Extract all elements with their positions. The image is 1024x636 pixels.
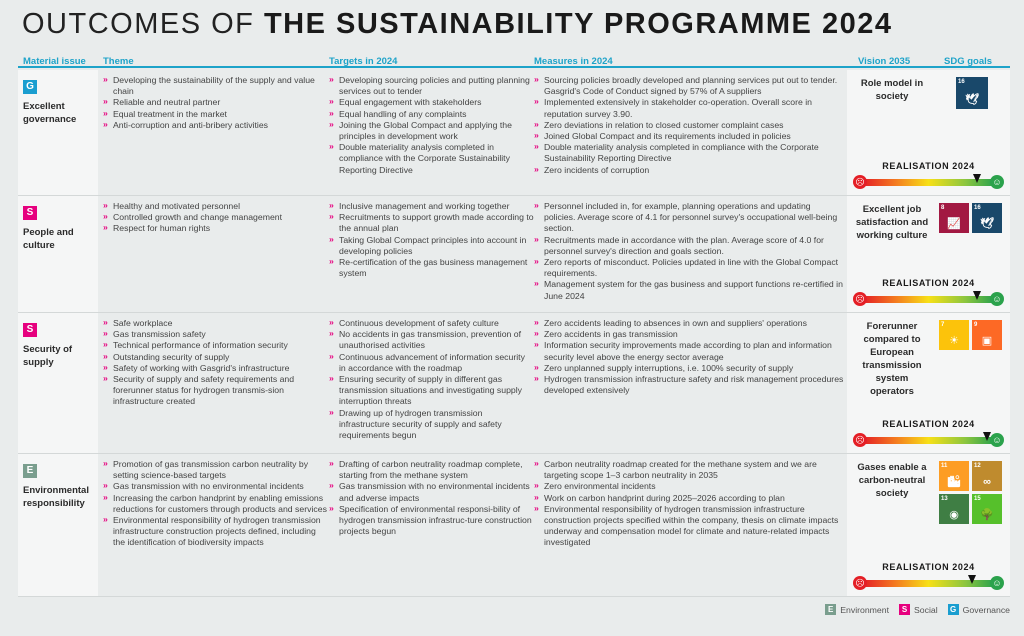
realisation-label: REALISATION 2024 (882, 278, 975, 288)
growth-chart-icon: 📈 (947, 218, 961, 230)
category-badge: S (23, 206, 37, 220)
sdg-tile-7 (939, 320, 969, 350)
vision-cell (847, 196, 1010, 312)
realisation-label: REALISATION 2024 (882, 161, 975, 171)
sdg-goals (956, 77, 1024, 109)
legend-badge: G (948, 604, 959, 615)
targets-list-cell (329, 201, 534, 279)
sdg-number: 12 (974, 463, 981, 469)
realisation-gauge (853, 278, 1004, 308)
dove-icon: 🕊 (965, 94, 979, 106)
legend-item-social (899, 604, 938, 615)
list-item: » Respect for human rights (103, 223, 328, 234)
sdg-number: 9 (974, 322, 978, 328)
table-row (18, 454, 1010, 597)
gauge-track (853, 576, 1004, 590)
header-material-issue: Material issue (23, 56, 86, 67)
list-item: » Inclusive management and working together (329, 201, 534, 212)
list-item: » Drawing up of hydrogen transmission infrastructure security of supply and safety requirements begun (329, 408, 534, 442)
list-item: » Equal handling of any complaints (329, 109, 534, 120)
list-item: » Sourcing policies broadly developed and planning services put out to tender. Gasgrid's Code of Conduct signed by 57% of A suppliers (534, 75, 844, 97)
theme-list-cell (103, 75, 328, 131)
realisation-marker (968, 575, 976, 584)
sdg-goals (939, 203, 1007, 233)
sdg-number: 13 (941, 496, 948, 502)
list-item: » Promotion of gas transmission carbon neutrality by setting science-based targets (103, 459, 328, 481)
realisation-label: REALISATION 2024 (882, 419, 975, 429)
list-item: » Controlled growth and change management (103, 212, 328, 223)
list-item: » Technical performance of information security (103, 340, 328, 351)
gauge-track (853, 175, 1004, 189)
legend-item-environment (825, 604, 889, 615)
targets-list (329, 201, 534, 279)
sdg-tile-16 (972, 203, 1002, 233)
infinity-icon: ∞ (983, 476, 991, 488)
list-item: » Joining the Global Compact and applying the principles in development work (329, 120, 534, 142)
sdg-tile-15 (972, 494, 1002, 524)
sun-icon: ☀ (949, 335, 959, 347)
sdg-tile-13 (939, 494, 969, 524)
measures-list (534, 318, 844, 396)
table-row (18, 196, 1010, 313)
header-measures: Measures in 2024 (534, 56, 613, 67)
title-light: OUTCOMES OF (22, 8, 264, 40)
list-item: » Zero environmental incidents (534, 481, 844, 492)
table-header (18, 56, 1010, 68)
theme-list (103, 459, 328, 549)
list-item: » Ensuring security of supply in different gas transmission situations and investigating supply interruption threats (329, 374, 534, 408)
list-item: » Carbon neutrality roadmap created for the methane system and we are targeting scope 1–3 carbon neutrality in 2035 (534, 459, 844, 481)
eye-globe-icon: ◉ (949, 509, 959, 521)
vision-2035-text: Excellent job satisfaction and working culture (855, 204, 929, 241)
sad-face-icon: ☹ (853, 175, 867, 189)
list-item: » Hydrogen transmission infrastructure safety and risk management procedures developed extensively (534, 374, 844, 396)
header-theme: Theme (103, 56, 134, 67)
happy-face-icon: ☺ (990, 433, 1004, 447)
list-item: » Recruitments made in accordance with the plan. Average score of 4.0 for personnel survey's direction and goals section. (534, 235, 844, 257)
list-item: » Gas transmission safety (103, 329, 328, 340)
vision-cell (847, 70, 1010, 195)
realisation-marker (973, 291, 981, 300)
list-item: » Zero accidents leading to absences in own and suppliers' operations (534, 318, 844, 329)
realisation-marker (973, 174, 981, 183)
city-icon: 🏙 (947, 476, 961, 488)
list-item: » Information security improvements made according to plan and information security level above the energy sector average (534, 340, 844, 362)
sad-face-icon: ☹ (853, 576, 867, 590)
header-sdg: SDG goals (944, 56, 993, 67)
sdg-number: 8 (941, 205, 945, 211)
list-item: » Double materiality analysis completed in compliance with the Corporate Sustainability Reporting Directive (534, 142, 844, 164)
list-item: » Management system for the gas business and support functions re-certified in June 2024 (534, 279, 844, 301)
sdg-number: 16 (974, 205, 981, 211)
legend (825, 604, 1010, 615)
category-badge: G (23, 80, 37, 94)
sdg-goals (939, 320, 1007, 350)
realisation-gauge (853, 562, 1004, 592)
happy-face-icon: ☺ (990, 292, 1004, 306)
list-item: » Gas transmission with no environmental incidents and adverse impacts (329, 481, 534, 503)
list-item: » Healthy and motivated personnel (103, 201, 328, 212)
list-item: » Zero reports of misconduct. Policies updated in line with the Global Compact requirements. (534, 257, 844, 279)
measures-list (534, 459, 844, 549)
sdg-number: 15 (974, 496, 981, 502)
list-item: » No accidents in gas transmission, prevention of unauthorised activities (329, 329, 534, 351)
theme-list-cell (103, 318, 328, 408)
dove-icon: 🕊 (980, 218, 994, 230)
measures-list-cell (534, 201, 844, 302)
list-item: » Taking Global Compact principles into account in developing policies (329, 235, 534, 257)
list-item: » Zero unplanned supply interruptions, i.e. 100% security of supply (534, 363, 844, 374)
material-issue-cell (18, 313, 98, 453)
list-item: » Security of supply and safety requirements and forerunner status for hydrogen transmis-sion infrastructure created (103, 374, 328, 408)
list-item: » Equal treatment in the market (103, 109, 328, 120)
targets-list (329, 459, 534, 537)
tree-icon: 🌳 (980, 509, 994, 521)
targets-list-cell (329, 459, 534, 537)
list-item: » Gas transmission with no environmental incidents (103, 481, 328, 492)
sad-face-icon: ☹ (853, 433, 867, 447)
sad-face-icon: ☹ (853, 292, 867, 306)
list-item: » Personnel included in, for example, planning operations and updating policies. Average score of 4.1 for personnel survey's occupational well-being section. (534, 201, 844, 235)
list-item: » Equal engagement with stakeholders (329, 97, 534, 108)
sdg-number: 16 (958, 79, 965, 85)
sdg-tile-12 (972, 461, 1002, 491)
measures-list (534, 75, 844, 176)
legend-label: Environment (840, 604, 889, 615)
list-item: » Joined Global Compact and its requirements included in policies (534, 131, 844, 142)
list-item: » Safe workplace (103, 318, 328, 329)
happy-face-icon: ☺ (990, 175, 1004, 189)
list-item: » Specification of environmental responsi-bility of hydrogen transmission infrastruc-ture construction projects begun (329, 504, 534, 538)
cubes-icon: ▣ (981, 335, 993, 347)
realisation-label: REALISATION 2024 (882, 562, 975, 572)
list-item: » Anti-corruption and anti-bribery activities (103, 120, 328, 131)
list-item: » Increasing the carbon handprint by enabling emissions reductions for customers through products and services (103, 493, 328, 515)
page-title (22, 8, 892, 41)
realisation-gauge (853, 161, 1004, 191)
list-item: » Double materiality analysis completed in compliance with the Corporate Sustainability Reporting Directive (329, 142, 534, 176)
measures-list-cell (534, 75, 844, 176)
list-item: » Reliable and neutral partner (103, 97, 328, 108)
category-badge: E (23, 464, 37, 478)
list-item: » Re-certification of the gas business management system (329, 257, 534, 279)
category-badge: S (23, 323, 37, 337)
material-issue-cell (18, 196, 98, 312)
sdg-number: 7 (941, 322, 945, 328)
vision-cell (847, 454, 1010, 596)
vision-cell (847, 313, 1010, 453)
list-item: » Continuous development of safety culture (329, 318, 534, 329)
sdg-tile-11 (939, 461, 969, 491)
list-item: » Continuous advancement of information security in accordance with the roadmap (329, 352, 534, 374)
header-targets: Targets in 2024 (329, 56, 398, 67)
theme-list (103, 75, 328, 131)
list-item: » Zero deviations in relation to closed customer complaint cases (534, 120, 844, 131)
table-row (18, 313, 1010, 454)
list-item: » Recruitments to support growth made according to the annual plan (329, 212, 534, 234)
targets-list (329, 318, 534, 441)
theme-list-cell (103, 201, 328, 235)
measures-list-cell (534, 459, 844, 549)
list-item: » Safety of working with Gasgrid's infrastructure (103, 363, 328, 374)
legend-item-governance (948, 604, 1010, 615)
sdg-goals (939, 461, 1007, 524)
material-issue-label: Environmental responsibility (23, 485, 89, 509)
sdg-tile-16 (956, 77, 988, 109)
measures-list-cell (534, 318, 844, 396)
table-row (18, 70, 1010, 196)
sdg-tile-8 (939, 203, 969, 233)
targets-list (329, 75, 534, 176)
list-item: » Developing the sustainability of the supply and value chain (103, 75, 328, 97)
gauge-gradient-bar (863, 437, 994, 444)
header-vision: Vision 2035 (858, 56, 911, 67)
list-item: » Zero accidents in gas transmission (534, 329, 844, 340)
list-item: » Environmental responsibility of hydrogen transmission infrastructure construction projects defined, including the identification of biodiversity impacts (103, 515, 328, 549)
realisation-gauge (853, 419, 1004, 449)
legend-label: Governance (962, 604, 1010, 615)
realisation-marker (983, 432, 991, 441)
sdg-number: 11 (941, 463, 948, 469)
legend-badge: S (899, 604, 910, 615)
list-item: » Zero incidents of corruption (534, 165, 844, 176)
legend-label: Social (914, 604, 938, 615)
theme-list (103, 318, 328, 408)
gauge-track (853, 433, 1004, 447)
title-bold: THE SUSTAINABILITY PROGRAMME 2024 (263, 8, 893, 40)
theme-list (103, 201, 328, 235)
theme-list-cell (103, 459, 328, 549)
vision-2035-text: Role model in society (860, 78, 924, 102)
legend-badge: E (825, 604, 836, 615)
material-issue-label: People and culture (23, 227, 74, 251)
list-item: » Outstanding security of supply (103, 352, 328, 363)
targets-list-cell (329, 318, 534, 441)
material-issue-cell (18, 454, 98, 596)
list-item: » Implemented extensively in stakeholder co-operation. Overall score in reputation survey 3.90. (534, 97, 844, 119)
vision-2035-text: Gases enable a carbon-neutral society (857, 462, 927, 499)
vision-2035-text: Forerunner compared to European transmission system operators (862, 321, 922, 397)
list-item: » Developing sourcing policies and putting planning services out to tender (329, 75, 534, 97)
targets-list-cell (329, 75, 534, 176)
happy-face-icon: ☺ (990, 576, 1004, 590)
material-issue-cell (18, 70, 98, 195)
gauge-track (853, 292, 1004, 306)
list-item: » Drafting of carbon neutrality roadmap complete, starting from the methane system (329, 459, 534, 481)
material-issue-label: Excellent governance (23, 101, 77, 125)
list-item: » Work on carbon handprint during 2025–2026 according to plan (534, 493, 844, 504)
sdg-tile-9 (972, 320, 1002, 350)
list-item: » Environmental responsibility of hydrogen transmission infrastructure construction projects specified within the company, thesis on climate impacts underway and compensation model for climate and nature-related impacts investigated (534, 504, 844, 549)
material-issue-label: Security of supply (23, 344, 73, 368)
measures-list (534, 201, 844, 302)
